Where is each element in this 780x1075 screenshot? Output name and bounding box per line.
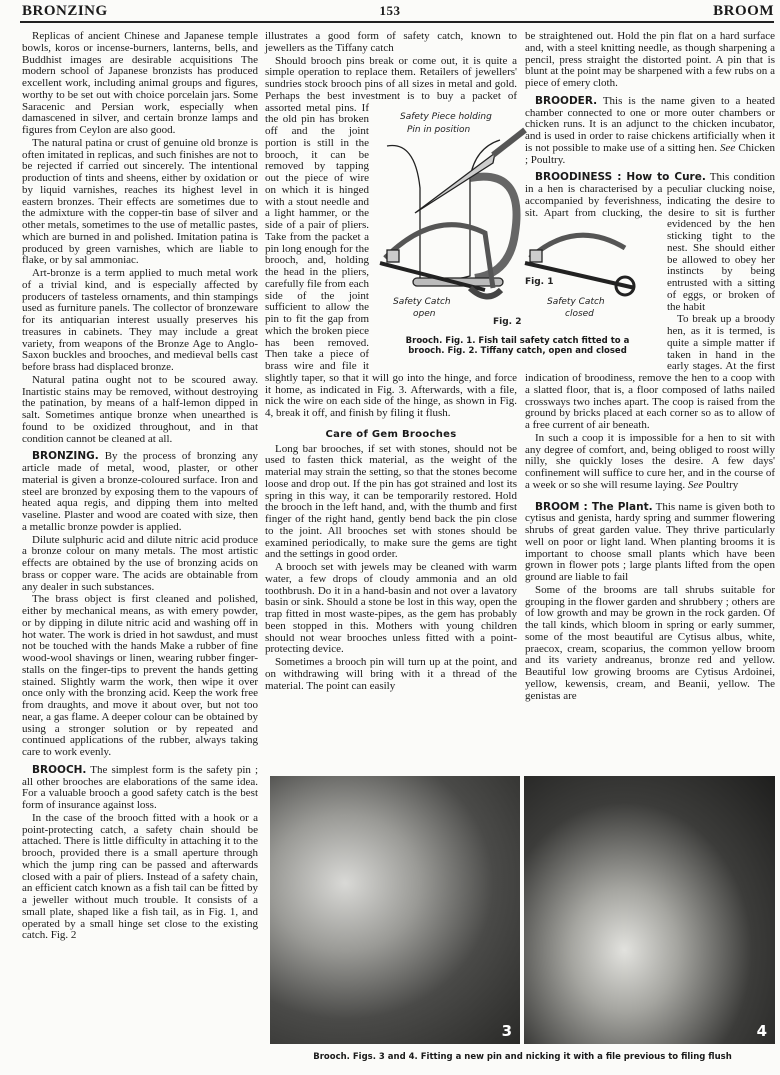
running-head-right: BROOM	[713, 3, 774, 19]
cross-reference: Poultry	[703, 478, 739, 491]
column-1	[22, 31, 258, 943]
caption-line: brooch. Fig. 2. Tiffany catch, open and closed	[408, 346, 627, 356]
fig1-fish-tail-catch-drawing	[387, 130, 525, 286]
headword: BRONZING.	[32, 450, 99, 463]
headword: BROODER.	[535, 94, 598, 107]
fig1-note: Pin in position	[407, 125, 471, 135]
entry-text: This is the name given to a heated chamber connected to one or more outer chambers or chicken runs. It is an adjunct to the chicken incubator, and is used in order to raise chickens artificially when it is not possible to make use of a sitting hen.	[525, 94, 775, 154]
paragraph: be straightened out. Hold the pin flat on a hard surface and, with a steel knitting needle, as though sharpening a pencil, press straight the distorted point. A pin that is blunt at the point may be sharpened with a few rubs on a piece of emery cloth.	[525, 30, 775, 89]
photo-fig-3	[270, 776, 520, 1044]
paragraph: In the case of the brooch fitted with a hook or a point-protecting catch, a safety chain should be attached. There is little difficulty in attaching it to the brooch, provided there is a small aperture through which the jump ring can be passed and afterwards closed with a pair of pliers. Instead of a safety chain, an efficient catch known as a fish tail can be fitted by a jeweller without much trouble. It consists of a small plate, shaped like a fish tail, as in Fig. 1, and operated by a small hinge set close to the existing catch. Fig. 2	[22, 811, 258, 942]
see-reference: See	[720, 141, 736, 154]
entry-text: In such a coop it is impossible for a hen to sit with any degree of comfort, and, being obliged to roost willy nilly, she quickly loses the desire. A few days' confinement will suffice to cure her, and in the course of a week or so she will resume laying.	[525, 431, 775, 491]
headword: BROOM : The Plant.	[535, 500, 653, 513]
entry-text: This name is given both to cytisus and genista, hardy spring and summer flowering shrubs of great garden value. They thrive particularly well on poor or light land. When planting brooms it is important to choose small plants which have been grown in flower pots ; large plants lifted from the open ground are liable to fail	[525, 500, 775, 583]
figure-caption	[375, 336, 660, 356]
entry-text: The simplest form is the safety pin ; all other brooches are elaborations of the same idea. For a valuable brooch a good safety catch is the best form of insurance against loss.	[22, 763, 258, 811]
headword: BROODINESS : How to Cure.	[535, 171, 706, 184]
entry-broom	[525, 502, 775, 584]
paragraph: Dilute sulphuric acid and dilute nitric acid produce a bronze colour on many metals. The most artistic effects are obtained by the use of bronzing acids on brass or copper ware. The acids are obtainable from any dealer in such substances.	[22, 533, 258, 593]
caption-line: Brooch. Fig. 1. Fish tail safety catch fitted to a	[405, 336, 630, 346]
paragraph: Some of the brooms are tall shrubs suitable for grouping in the flower garden and shrubbery ; others are of low growth and may be grown in the rock garden. Of the tall kinds, which bloom in spring or early summer, some of the most beautiful are Cytisus albus, white, praecox, cream, scoparius, the common yellow broom and its variety andreanus, bronze red and yellow. Beautiful low growing brooms are Cytisus Ardoinei, yellow, kewensis, cream, and Beanii, yellow. The genistas are	[525, 583, 775, 702]
paragraph: Art-bronze is a term applied to much metal work of a trivial kind, and is especially affected by producers of tasteless ornaments, and thin stampings used as furniture panels. The collector of bronzeware for its antiquarian interest usually preserves his treasures in cabinets. They may include a great variety, from weapons of the Bronze Age to Anglo-Saxon buckles and brooches, and medieval bells cast before brass had displaced bronze.	[22, 267, 258, 373]
subheading: Care of Gem Brooches	[325, 428, 457, 440]
photo-fig-4	[524, 776, 775, 1044]
open-label: Safety Catch	[393, 297, 451, 307]
entry-text: This condition in a hen is characterised by a peculiar clucking noise, accompanied by feverishness, indicating the desire to sit. Apart from clucking, the desire to sit is further evidenced by the hen sticking tight to the nest. She should either be allowed to obey her instincts by being entrusted with a sitting of eggs, or broken of the habit	[525, 171, 775, 313]
open-label: open	[413, 309, 436, 319]
fig1-note: Safety Piece holding	[400, 112, 492, 122]
paragraph: Natural patina ought not to be scoured away. Inartistic stains may be removed, without destroying the patination, by means of a half-lemon dipped in salt. Sometimes antique bronze when unearthed is found to be oxidized throughout, and in that condition cannot be cleaned at all.	[22, 373, 258, 445]
paragraph: To break up a broody hen, as it is termed, is quite a simple matter if taken in hand in the early stages. At the first indication of broodiness, remove the hen to a coop with a slatted floor, that is, a floor composed of laths nailed crossways two inches apart. The coop is raised from the ground by bricks placed at each corner so as to allow of a free current of air beneath.	[525, 313, 775, 431]
photo-number: 4	[756, 1022, 767, 1040]
entry-text: By the process of bronzing any article made of metal, wood, plaster, or other material is given a bronze-coloured surface. Iron and steel are bronzed by exposing them to the vapours of heated aqua regis, and dipping them into melted vaseline. Plaster and wood are coated with size, then a metallic bronze powder is applied.	[22, 450, 258, 533]
paragraph: Long bar brooches, if set with stones, should not be used to fasten thick material, as the weight of the material may strain the setting, so that the stones become loose and drop out. If the pin has got strained and lost its spring in this way, it can be temporarily restored. Hold the brooch in the left hand, and, with the thumb and first finger of the right hand, gently bend back the pin close to the joint. All brooches set with stones should be examined periodically, to make sure the gems are tight and the settings in good order.	[265, 442, 517, 561]
headword: BROOCH.	[32, 763, 87, 776]
closed-label: Safety Catch	[547, 297, 605, 307]
fig2-label: Fig. 2	[493, 317, 522, 327]
paragraph: Should brooch pins break or come out, it is quite a simple operation to replace them. Retailers of jewellers' sundries stock brooch pins of all sizes in metal and gold. Perhaps the best investment is to buy a packet of assorted metal pins. If the old pin has broken off and the joint portion is still in the brooch, it can be removed by tapping out the piece of wire on which it is hinged with a stout needle and a light hammer, or the side of a pair of pliers. Take from the packet a pin long enough for the brooch, and, holding the head in the pliers, carefully file from each side of the joint sufficient to allow the pin to fit the gap from which the broken piece has been removed. Then take a piece of brass wire and file it slightly taper, so that it will go into the hinge, and force it home, as indicated in Fig. 3. Afterwards, with a file, nick the wire on each side of the hinge, as shown in Fig. 4, break it off, and finish by filing it flush.	[265, 54, 517, 419]
paragraph: Sometimes a brooch pin will turn up at the point, and on withdrawing will bring with it a thread of the material. The point can easily	[265, 656, 517, 692]
paragraph	[525, 433, 775, 492]
entry-brooch	[22, 765, 258, 812]
header-rule	[20, 21, 774, 23]
running-head-left: BRONZING	[22, 3, 108, 19]
paragraph: Replicas of ancient Chinese and Japanese temple bowls, koros or incense-burners, lanterns, bells, and Buddhist images are desirable acquisitions The modern school of Japanese bronzists has produced excellent work, including animal groups and figures, worthy to be set out with choice porcelain jars. Some Saracenic and Persian work, especially when damascened in silver, and certain bronze lamps and figures from Ceylon are also good.	[22, 30, 258, 136]
paragraph: The natural patina or crust of genuine old bronze is often imitated in replicas, and such finishes are not to be rejected if carried out sincerely. The intentional production of tints and sheens, either by oxidation or by liquid varnishes, reaches its highest level in eastern bronzes. Their effects are sometimes due to the admixture with the copper-tin base of silver and other metals, sometimes to the use of metallic pastes, which are burned in and polished. Imitation patina is produced by green varnishes, which are liable to flake, or by sal ammoniac.	[22, 136, 258, 267]
paragraph: The brass object is first cleaned and polished, either by mechanical means, as with emery powder, or by dipping in dilute nitric acid and washing off in hot water. The work is dried in hot sawdust, and must not be touched with the hands Make a rubber of fine wood-wool shavings or linen, wearing rubber finger-stalls on the finger-tips to prevent the hands getting stained. Slightly warm the work, then wipe it over once only with the bronzing acid. Keep the work free from draughts, and move it about over, but not too near, a gas flame. A deeper colour can be obtained by using a stronger solution or by repeated and continued applications of the rubber, always taking care to work evenly.	[22, 593, 258, 758]
brooch-catch-illustration	[375, 108, 665, 330]
paragraph: A brooch set with jewels may be cleaned with warm water, a few drops of cloudy ammonia and an old toothbrush. Do it in a hand-basin and not over a lavatory basin or sink. Should a stone be lost in this way, open the trap fitted in most waste-pipes, as the gem has probably been stopped in this. Mothers with young children should not wear brooches unless fitted with a point-protecting device.	[265, 561, 517, 656]
photo-caption: Brooch. Figs. 3 and 4. Fitting a new pin and nicking it with a file previous to filing flush	[313, 1052, 732, 1062]
entry-bronzing	[22, 451, 258, 533]
closed-label: closed	[565, 309, 594, 319]
fig1-label: Fig. 1	[525, 277, 554, 287]
paragraph: illustrates a good form of safety catch, known to jewellers as the Tiffany catch	[265, 30, 517, 54]
cross-reference: Chicken ; Poultry.	[525, 141, 775, 166]
see-reference: See	[687, 478, 704, 491]
photo-number: 3	[501, 1022, 512, 1040]
page-number: 153	[379, 3, 401, 18]
